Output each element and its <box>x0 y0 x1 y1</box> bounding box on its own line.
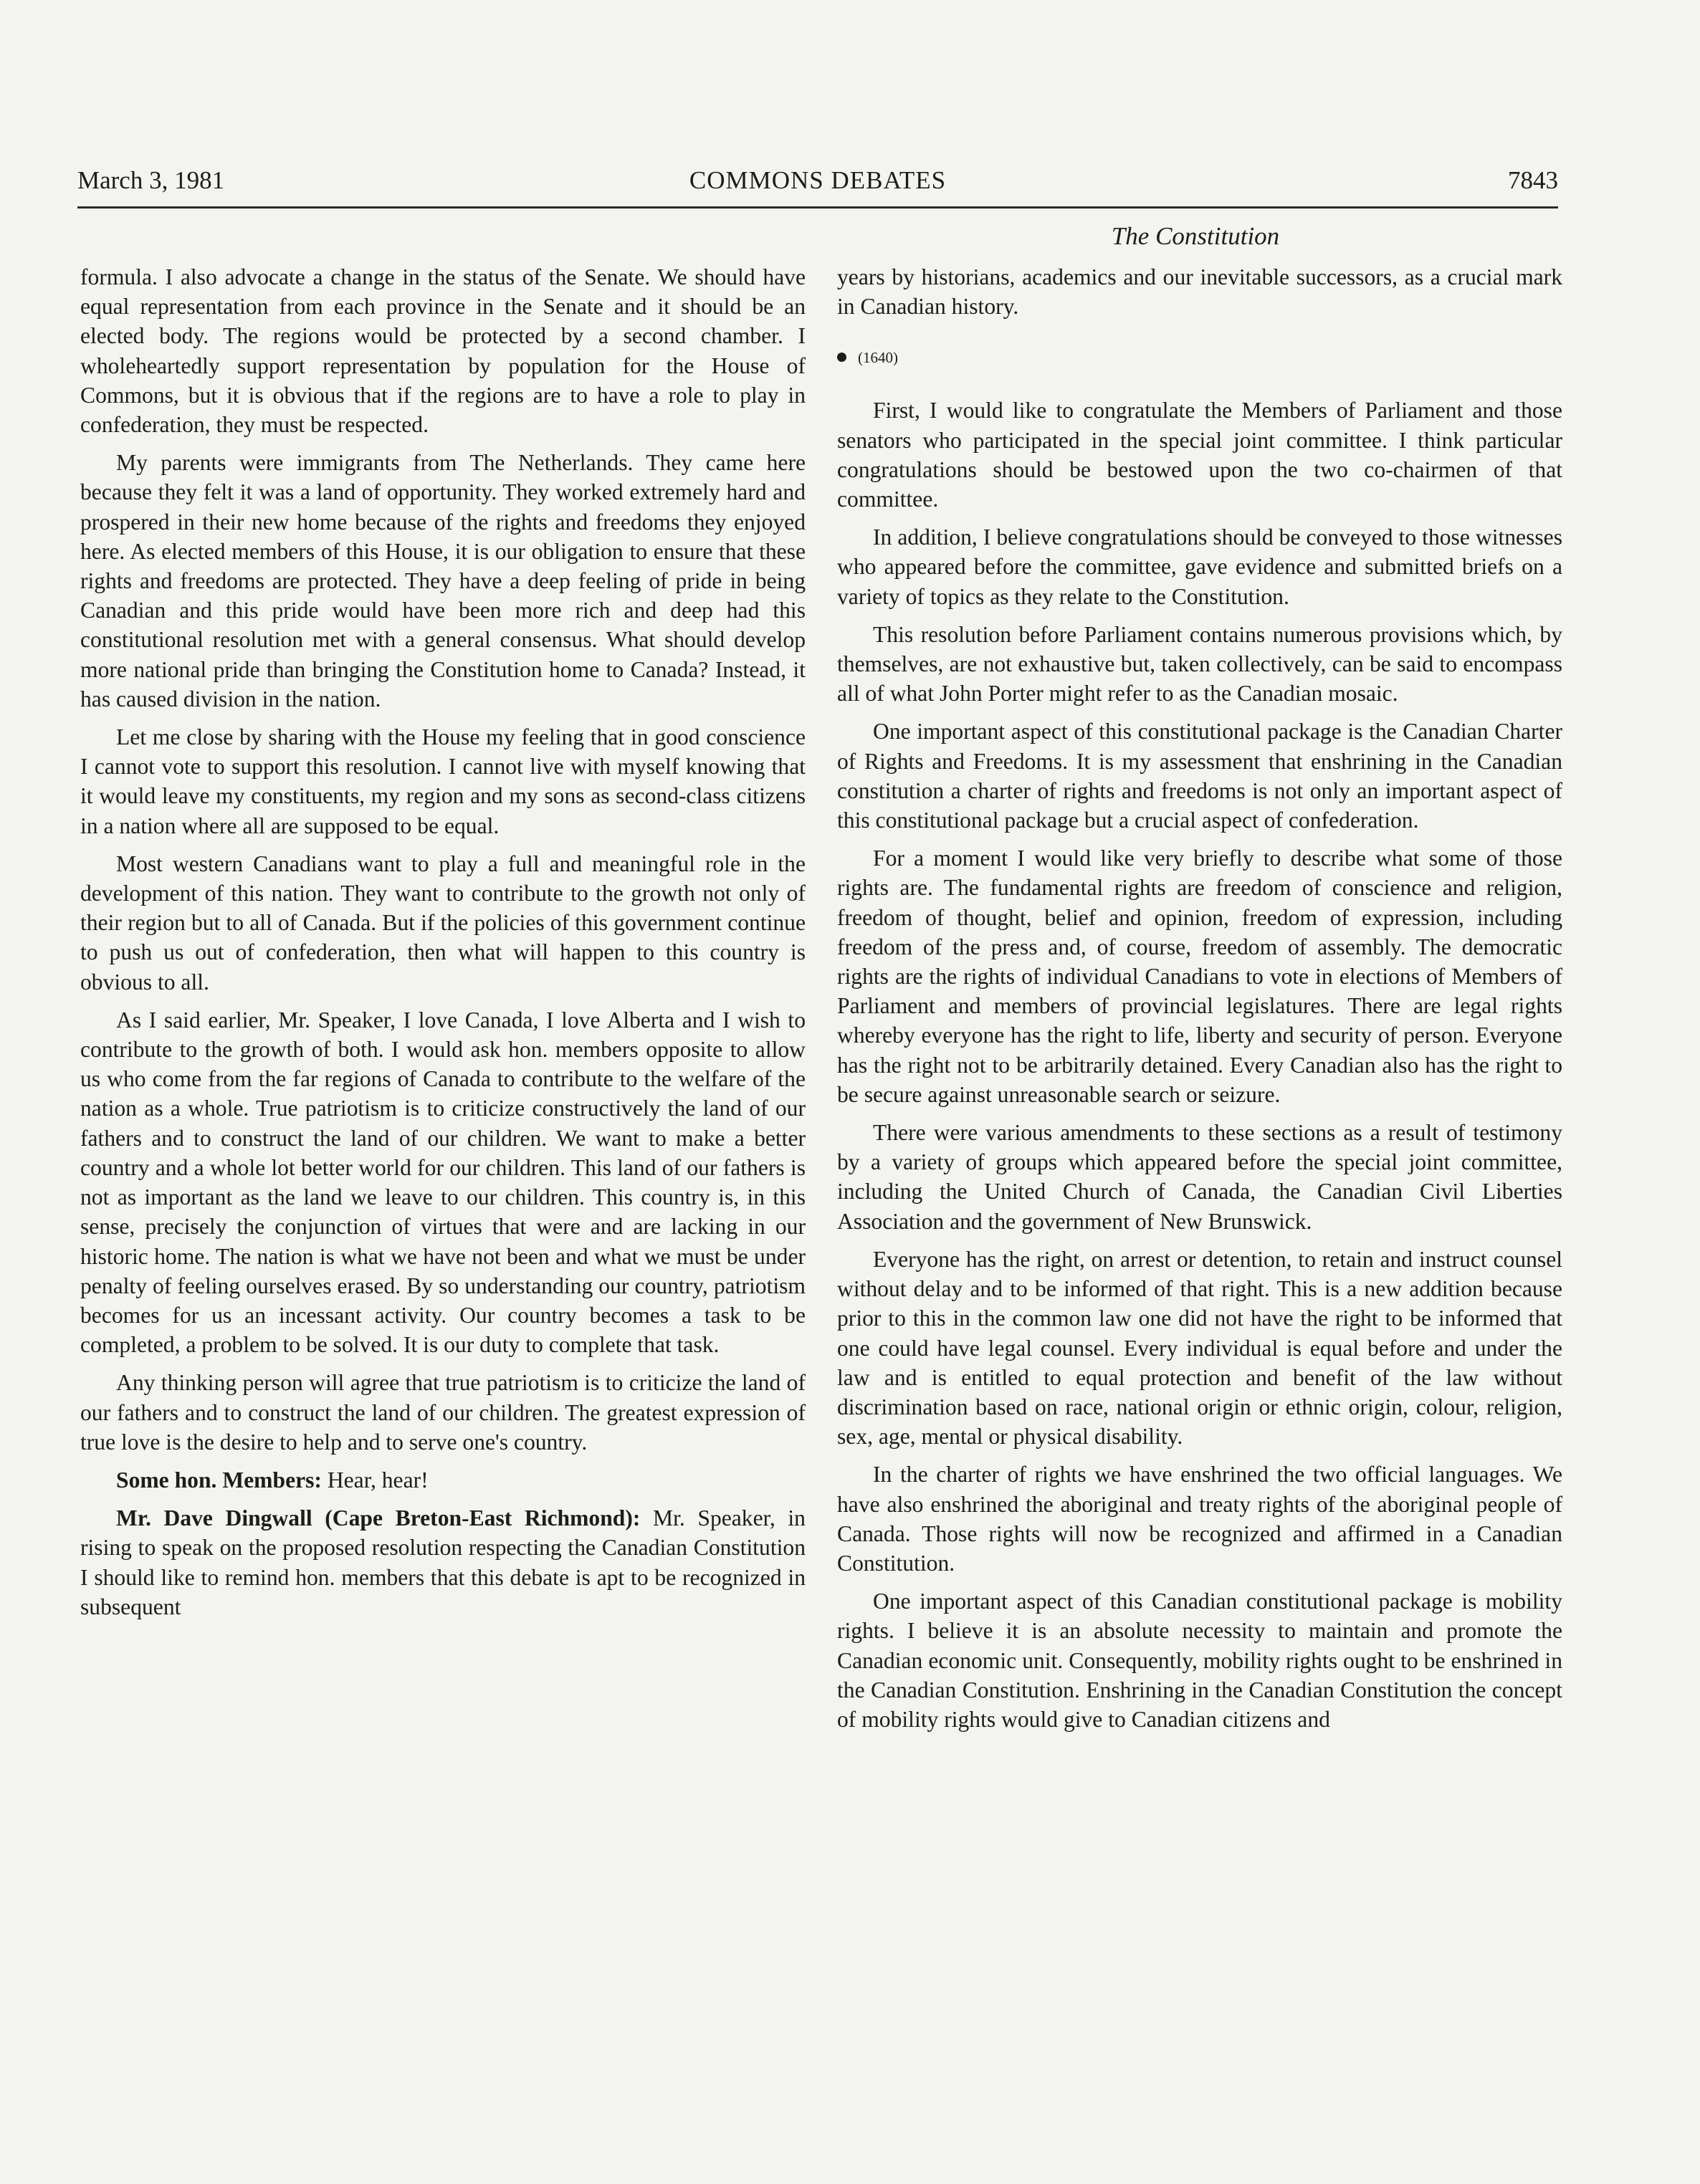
paragraph: One important aspect of this constitutional package is the Canadian Charter of Rights and Freedoms. It is my assessment that enshrining in the Canadian constitution a charter of rights and freedoms is not only an important aspect of this constitutional package but a crucial aspect of confederation. <box>837 719 1562 833</box>
paragraph: For a moment I would like very briefly to describe what some of those rights are. The fundamental rights are freedom of conscience and religion, freedom of thought, belief and opinion, freedom of expression, including freedom of the press and, of course, freedom of assembly. The democratic rights are the rights of individual Canadians to vote in elections of Members of Parliament and members of provincial legislatures. There are legal rights whereby everyone has the right to life, liberty and security of person. Everyone has the right not to be arbitrarily detained. Every Canadian also has the right to be secure against unreasonable search or seizure. <box>837 846 1562 1107</box>
paragraph: Everyone has the right, on arrest or detention, to retain and instruct counsel without delay and to be informed of that right. This is a new addition because prior to this in the common law one did not have the right to be informed that one could have legal counsel. Every individual is equal before and under the law and is entitled to equal protection and benefit of the law without discrimination based on race, national origin or ethnic origin, colour, religion, sex, age, mental or physical disability. <box>837 1246 1562 1450</box>
paragraph: Most western Canadians want to play a full and meaningful role in the development of this nation. They want to contribute to the growth not only of their region but to all of Canada. But if the policies of this government continue to push us out of confederation, then what will happen to this country is obvious to all. <box>80 851 806 995</box>
time-marker <box>837 345 1562 370</box>
speaker-name: Mr. Dave Dingwall (Cape Breton-East Richmond): <box>116 1505 641 1531</box>
paragraph: In addition, I believe congratulations should be conveyed to those witnesses who appeared before the committee, gave evidence and submitted briefs on a variety of topics as they relate to the Constitution. <box>837 525 1562 609</box>
time-marker-text: (1640) <box>858 349 898 367</box>
paragraph: There were various amendments to these sections as a result of testimony by a variety of groups which appeared before the special joint committee, including the United Church of Canada, the Canadian Civil Liberties Association and the government of New Brunswick. <box>837 1120 1562 1234</box>
header-title: COMMONS DEBATES <box>689 166 947 194</box>
left-column <box>80 262 806 1630</box>
bullet-icon <box>837 353 846 362</box>
paragraph: formula. I also advocate a change in the status of the Senate. We should have equal representation from each province in the Senate and it should be an elected body. The regions would be protected by a second chamber. I wholeheartedly support representation by population for the House of Commons, but it is obvious that if the regions are to have a role to play in confederation, they must be respected. <box>80 264 806 438</box>
header-date: March 3, 1981 <box>77 166 225 194</box>
speech-start <box>80 1503 806 1622</box>
paragraph: In the charter of rights we have enshrined the two official languages. We have also enshrined the aboriginal and treaty rights of the aboriginal people of Canada. Those rights will now be recognized and affirmed in a Canadian Constitution. <box>837 1462 1562 1576</box>
page-header <box>77 163 1558 209</box>
interjection-speaker: Some hon. Members: <box>116 1467 322 1493</box>
section-title: The Constitution <box>1111 222 1280 250</box>
header-page-number: 7843 <box>1508 166 1558 194</box>
paragraph: As I said earlier, Mr. Speaker, I love Canada, I love Alberta and I wish to contribute to the growth of both. I would ask hon. members opposite to allow us who come from the far regions of Canada to contribute to the welfare of the nation as a whole. True patriotism is to criticize constructively the land of our fathers and to construct the land of our children. We want to make a better country and a whole lot better world for our children. This land of our fathers is not as important as the land we leave to our children. This country is, in this sense, precisely the conjunction of virtues that were and are lacking in our historic home. The nation is what we have not been and what we must be under penalty of feeling ourselves erased. By so understanding our country, patriotism becomes for us an incessant activity. Our country becomes a task to be completed, a problem to be solved. It is our duty to complete that task. <box>80 1007 806 1358</box>
paragraph: One important aspect of this Canadian constitutional package is mobility rights. I believe it is an absolute necessity to maintain and promote the Canadian economic unit. Consequently, mobility rights ought to be enshrined in the Canadian Constitution. Enshrining in the Canadian Constitution the concept of mobility rights would give to Canadian citizens and <box>837 1589 1562 1732</box>
speech-text: Mr. Speaker, in rising to speak on the proposed resolution respecting the Canadian Constitution I should like to remind hon. members that this debate is apt to be recognized in subsequent <box>80 1505 806 1619</box>
paragraph: years by historians, academics and our inevitable successors, as a crucial mark in Canadian history. <box>837 264 1562 320</box>
paragraph: Any thinking person will agree that true patriotism is to criticize the land of our fathers and to construct the land of our children. The greatest expression of true love is the desire to help and to serve one's country. <box>80 1370 806 1455</box>
paragraph: First, I would like to congratulate the Members of Parliament and those senators who participated in the special joint committee. I think particular congratulations should be bestowed upon the two co-chairmen of that committee. <box>837 398 1562 512</box>
paragraph: My parents were immigrants from The Netherlands. They came here because they felt it was a land of opportunity. They worked extremely hard and prospered in their new home because of the rights and freedoms they enjoyed here. As elected members of this House, it is our obligation to ensure that these rights and freedoms are protected. They have a deep feeling of pride in being Canadian and this pride would have been more rich and deep had this constitutional resolution met with a general consensus. What should develop more national pride than bringing the Constitution home to Canada? Instead, it has caused division in the nation. <box>80 450 806 712</box>
right-column <box>837 262 1562 1743</box>
paragraph: Let me close by sharing with the House my feeling that in good conscience I cannot vote to support this resolution. I cannot live with myself knowing that it would leave my constituents, my region and my sons as second-class citizens in a nation where all are supposed to be equal. <box>80 724 806 838</box>
paragraph: This resolution before Parliament contains numerous provisions which, by themselves, are not exhaustive but, taken collectively, can be said to encompass all of what John Porter might refer to as the Canadian mosaic. <box>837 621 1562 707</box>
interjection-text: Hear, hear! <box>321 1467 429 1493</box>
interjection <box>80 1465 806 1495</box>
